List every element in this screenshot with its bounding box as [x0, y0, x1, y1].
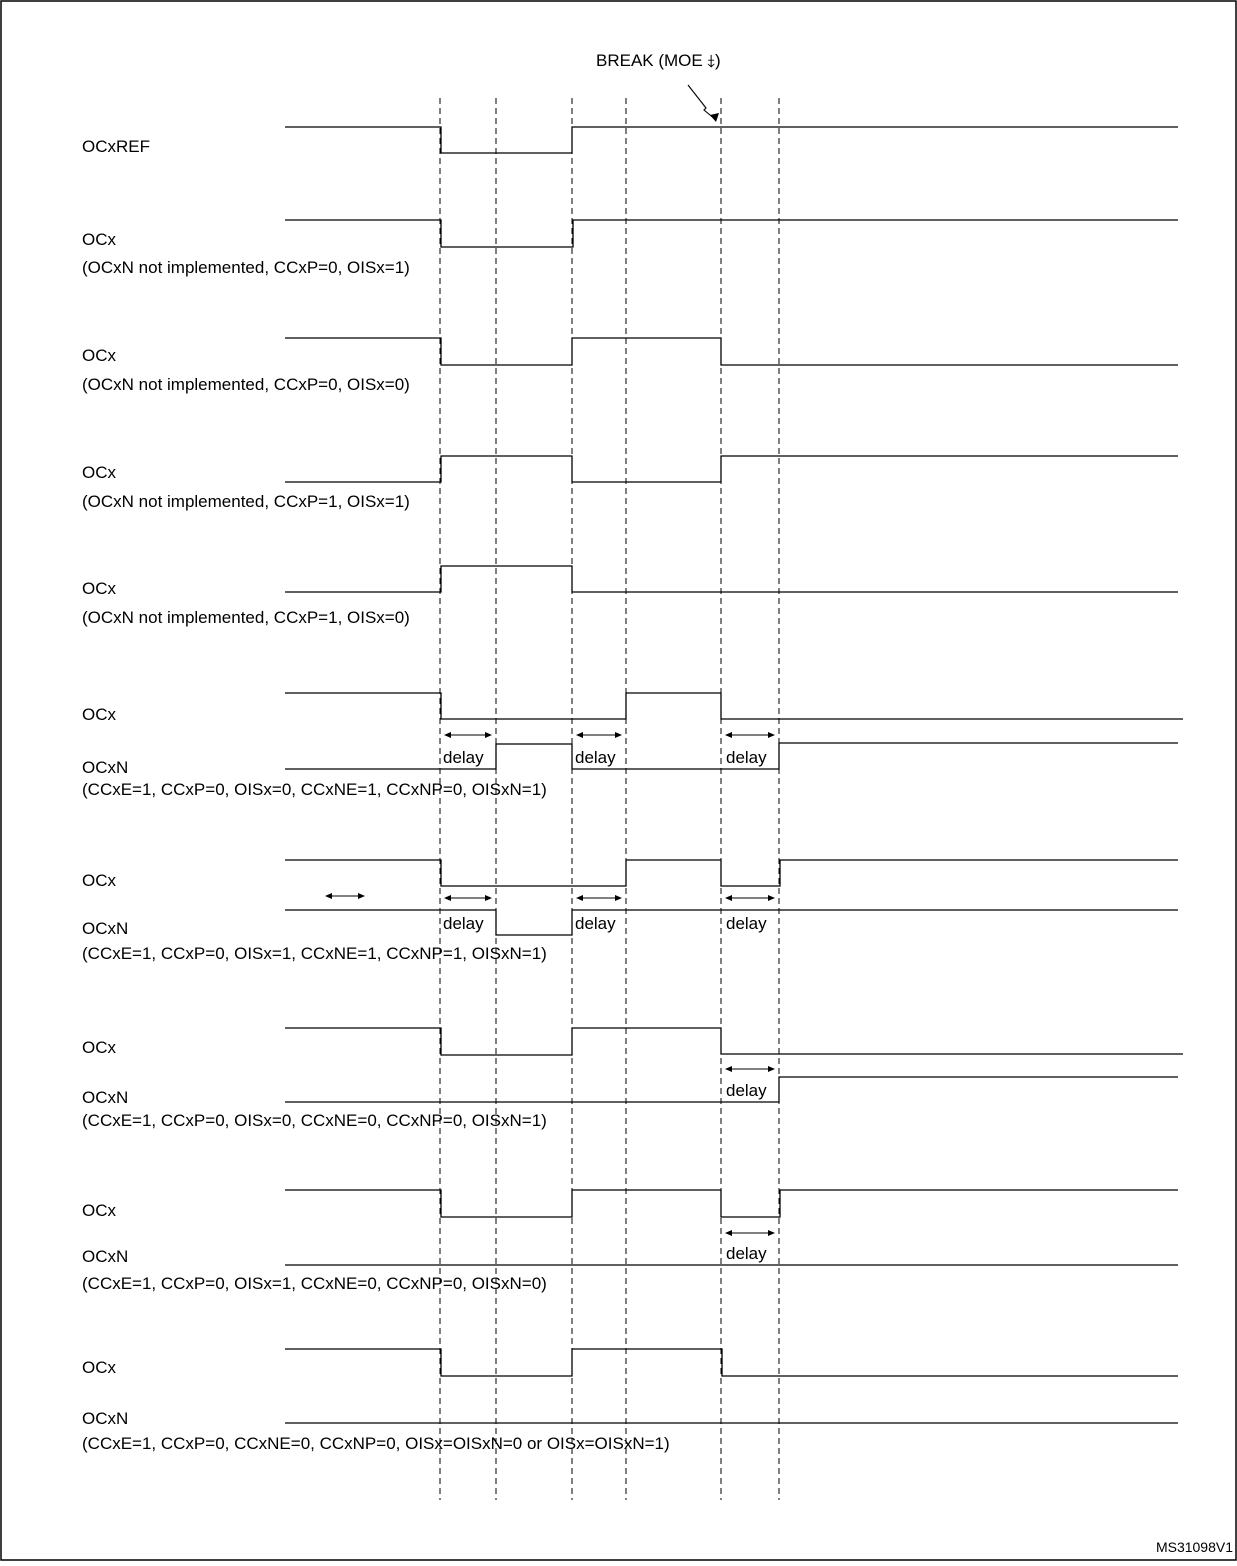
signal-label: OCx [82, 579, 116, 598]
delay-label: delay [575, 748, 616, 767]
signal-label-n: OCxN [82, 758, 129, 777]
config-caption: (CCxE=1, CCxP=0, OISx=1, CCxNE=0, CCxNP=0, OISxN=0) [82, 1274, 547, 1293]
signal-label: OCx [82, 346, 116, 365]
config-caption: (OCxN not implemented, CCxP=0, OISx=0) [82, 375, 410, 394]
signal-label: OCx [82, 871, 116, 890]
waveform-ocxref [285, 127, 1178, 153]
waveform-ocx [285, 860, 1178, 886]
waveform-ocx [285, 456, 1178, 482]
signal-label: OCx [82, 1201, 116, 1220]
delay-arrows [725, 1230, 775, 1236]
waveform-ocx [285, 693, 1183, 719]
delay-label: delay [726, 748, 767, 767]
signal-label: OCx [82, 1038, 116, 1057]
row-ocxref [82, 127, 1178, 156]
break-arrowhead [710, 113, 719, 122]
signal-label: OCxREF [82, 137, 150, 156]
row-ocx-ocxn-9 [82, 1190, 1178, 1293]
row-ocx-ocxn-6 [82, 693, 1183, 799]
waveform-ocx [285, 1349, 1178, 1376]
signal-label: OCx [82, 1358, 116, 1377]
row-ocx-ocxn-7 [82, 860, 1178, 963]
delay-label: delay [443, 748, 484, 767]
signal-label-n: OCxN [82, 1247, 129, 1266]
signal-label: OCx [82, 705, 116, 724]
signal-label: OCx [82, 230, 116, 249]
delay-arrows [444, 732, 775, 738]
config-caption: (OCxN not implemented, CCxP=1, OISx=0) [82, 608, 410, 627]
signal-label-n: OCxN [82, 1088, 129, 1107]
config-caption: (CCxE=1, CCxP=0, OISx=0, CCxNE=0, CCxNP=0, OISxN=1) [82, 1111, 547, 1130]
waveform-ocx [285, 566, 1178, 592]
config-caption: (CCxE=1, CCxP=0, OISx=0, CCxNE=1, CCxNP=0, OISxN=1) [82, 780, 547, 799]
signal-label: OCx [82, 463, 116, 482]
config-caption: (CCxE=1, CCxP=0, CCxNE=0, CCxNP=0, OISx=OISxN=0 or OISx=OISxN=1) [82, 1434, 670, 1453]
delay-label: delay [575, 914, 616, 933]
waveform-ocx [285, 338, 1178, 365]
signal-label-n: OCxN [82, 919, 129, 938]
waveform-ocx [285, 220, 1178, 247]
delay-label: delay [443, 914, 484, 933]
break-label: BREAK (MOE ⤈) [596, 51, 721, 70]
row-ocx-2 [82, 220, 1178, 277]
row-ocx-5 [82, 566, 1178, 627]
waveform-ocx [285, 1190, 1178, 1217]
delay-label: delay [726, 914, 767, 933]
signal-label-n: OCxN [82, 1409, 129, 1428]
delay-arrows [725, 1066, 775, 1072]
figure-id: MS31098V1 [1155, 1539, 1233, 1555]
delay-label: delay [726, 1244, 767, 1263]
row-ocx-ocxn-10 [82, 1349, 1178, 1453]
row-ocx-4 [82, 456, 1178, 511]
waveform-ocx [285, 1028, 1183, 1055]
row-ocx-ocxn-8 [82, 1028, 1183, 1130]
config-caption: (OCxN not implemented, CCxP=0, OISx=1) [82, 258, 410, 277]
delay-arrows [325, 893, 775, 901]
config-caption: (OCxN not implemented, CCxP=1, OISx=1) [82, 492, 410, 511]
config-caption: (CCxE=1, CCxP=0, OISx=1, CCxNE=1, CCxNP=1, OISxN=1) [82, 944, 547, 963]
row-ocx-3 [82, 338, 1178, 394]
delay-label: delay [726, 1081, 767, 1100]
